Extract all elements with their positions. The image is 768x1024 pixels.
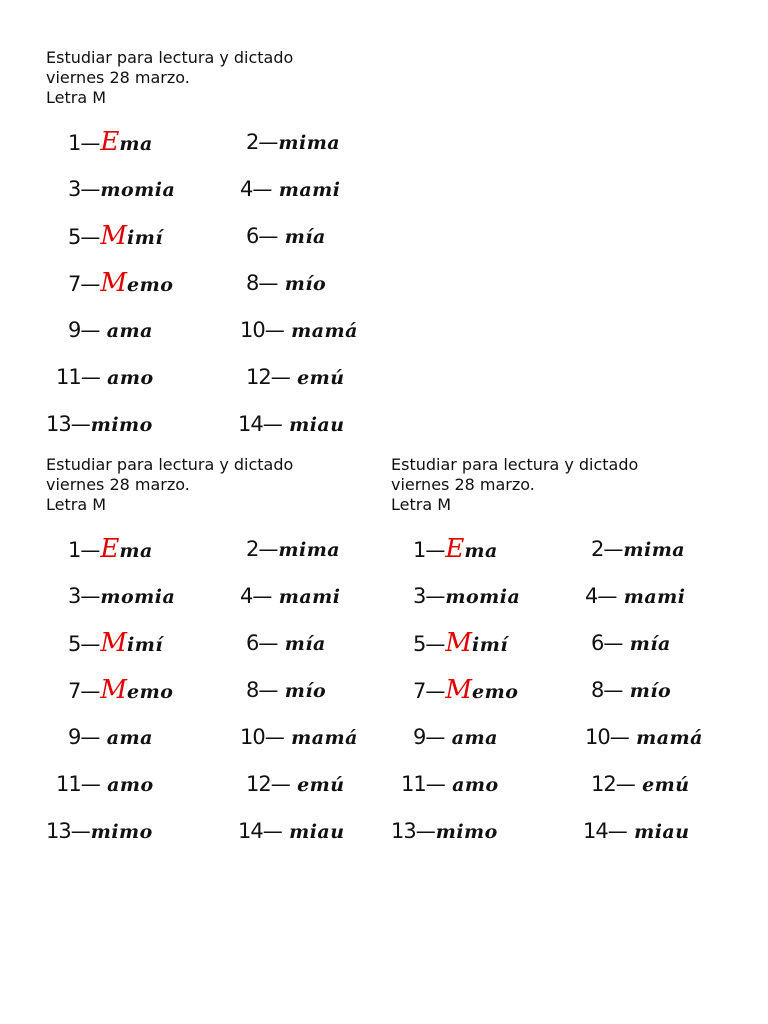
item-word: mío [284,680,327,702]
item-number: 13 [46,819,71,843]
item-dash: — [80,225,101,249]
item-word: mima [623,539,686,561]
item-number: 4 [585,584,598,608]
word-item-14 [238,815,345,847]
item-number: 5 [413,632,426,656]
item-number: 7 [413,679,426,703]
word-item-8 [591,674,671,706]
item-number: 4 [240,584,253,608]
item-word: mami [623,586,686,608]
word-item-4 [240,580,340,612]
item-number: 11 [56,772,81,796]
word-item-9 [413,721,498,753]
item-number: 13 [46,412,71,436]
item-dash: — [80,538,101,562]
item-word: imí [127,634,164,656]
item-word: imí [127,227,164,249]
word-item-5 [68,627,163,659]
item-dash: — [425,679,446,703]
item-dash: — [80,318,107,342]
item-dash: — [258,224,285,248]
item-dash: — [603,678,630,702]
word-item-13 [46,408,153,440]
item-dash: — [603,537,624,561]
header-line-letter: Letra M [46,495,107,514]
item-word: mami [278,586,341,608]
item-word: mimo [90,821,153,843]
word-item-13 [391,815,498,847]
item-word: miau [289,414,345,436]
item-number: 12 [246,365,271,389]
item-number: 9 [68,725,81,749]
word-item-8 [246,674,326,706]
item-dash: — [80,725,107,749]
item-word: emú [297,367,345,389]
item-number: 6 [246,224,259,248]
item-number: 7 [68,679,81,703]
item-dash: — [262,412,290,436]
item-word: mamá [291,727,358,749]
item-word: mía [629,633,671,655]
word-item-1 [68,126,153,158]
block-header [46,455,293,515]
item-dash: — [70,819,91,843]
word-item-9 [68,314,153,346]
item-word: emú [297,774,345,796]
word-item-3 [68,580,175,612]
item-capital-letter: M [445,675,472,705]
item-number: 1 [413,538,426,562]
item-capital-letter: E [100,127,120,157]
word-item-4 [240,173,340,205]
item-dash: — [425,584,446,608]
word-item-2 [246,126,340,158]
header-line-title: Estudiar para lectura y dictado [46,455,294,474]
word-item-1 [413,533,498,565]
item-dash: — [80,772,108,796]
item-number: 10 [585,725,610,749]
item-word: emú [642,774,690,796]
word-item-6 [246,627,326,659]
item-capital-letter: M [445,628,472,658]
item-word: mamá [291,320,358,342]
item-word: amo [452,774,499,796]
item-dash: — [80,632,101,656]
header-line-date: viernes 28 marzo. [46,68,190,87]
item-word: mía [284,226,326,248]
word-item-11 [56,361,154,393]
item-word: emo [127,681,174,703]
word-item-13 [46,815,153,847]
item-dash: — [425,725,452,749]
item-word: miau [634,821,690,843]
word-item-10 [240,314,358,346]
item-dash: — [258,537,279,561]
item-dash: — [425,632,446,656]
item-word: ma [464,540,498,562]
item-dash: — [258,631,285,655]
word-item-3 [413,580,520,612]
item-number: 5 [68,225,81,249]
header-line-title: Estudiar para lectura y dictado [46,48,294,67]
item-number: 4 [240,177,253,201]
item-dash: — [597,584,624,608]
header-line-date: viernes 28 marzo. [391,475,535,494]
word-item-12 [246,768,345,800]
word-item-2 [246,533,340,565]
item-word: mía [284,633,326,655]
item-dash: — [615,772,643,796]
item-number: 3 [413,584,426,608]
item-dash: — [425,772,453,796]
item-number: 3 [68,584,81,608]
word-item-8 [246,267,326,299]
item-word: mami [278,179,341,201]
item-capital-letter: M [100,675,127,705]
word-item-9 [68,721,153,753]
word-item-2 [591,533,685,565]
word-item-3 [68,173,175,205]
item-dash: — [258,678,285,702]
word-item-10 [240,721,358,753]
block-header [46,48,293,108]
item-number: 6 [246,631,259,655]
item-word: momia [100,179,176,201]
item-word: ama [451,727,498,749]
item-dash: — [264,318,292,342]
item-number: 5 [68,632,81,656]
item-capital-letter: M [100,628,127,658]
item-number: 12 [246,772,271,796]
word-item-14 [238,408,345,440]
item-number: 6 [591,631,604,655]
item-capital-letter: M [100,268,127,298]
item-word: mimo [435,821,498,843]
item-number: 8 [246,678,259,702]
item-number: 11 [401,772,426,796]
word-item-11 [56,768,154,800]
word-item-12 [591,768,690,800]
item-word: mima [278,132,341,154]
item-word: ama [106,727,153,749]
word-item-5 [68,220,163,252]
item-dash: — [264,725,292,749]
item-number: 14 [238,412,263,436]
item-dash: — [70,412,91,436]
word-item-14 [583,815,690,847]
word-item-7 [68,267,173,299]
item-word: miau [289,821,345,843]
item-word: emo [472,681,519,703]
item-dash: — [262,819,290,843]
item-number: 2 [591,537,604,561]
word-item-10 [585,721,703,753]
item-capital-letter: M [100,221,127,251]
item-number: 2 [246,130,259,154]
item-number: 8 [246,271,259,295]
word-item-11 [401,768,499,800]
word-item-4 [585,580,685,612]
item-dash: — [258,271,285,295]
item-word: emo [127,274,174,296]
item-word: mima [278,539,341,561]
item-word: momia [445,586,521,608]
item-word: ama [106,320,153,342]
item-number: 1 [68,131,81,155]
item-word: ma [119,540,153,562]
item-number: 10 [240,725,265,749]
item-number: 2 [246,537,259,561]
item-number: 12 [591,772,616,796]
item-number: 13 [391,819,416,843]
item-word: amo [107,367,154,389]
item-word: imí [472,634,509,656]
item-number: 9 [413,725,426,749]
block-header [391,455,638,515]
item-number: 14 [583,819,608,843]
item-number: 11 [56,365,81,389]
item-dash: — [270,365,298,389]
item-word: mimo [90,414,153,436]
item-number: 9 [68,318,81,342]
item-dash: — [609,725,637,749]
item-dash: — [258,130,279,154]
word-item-6 [591,627,671,659]
word-item-6 [246,220,326,252]
item-number: 3 [68,177,81,201]
header-line-title: Estudiar para lectura y dictado [391,455,639,474]
word-item-1 [68,533,153,565]
item-dash: — [252,177,279,201]
item-dash: — [270,772,298,796]
header-line-date: viernes 28 marzo. [46,475,190,494]
header-line-letter: Letra M [391,495,452,514]
word-item-7 [413,674,518,706]
item-number: 8 [591,678,604,702]
item-capital-letter: E [445,534,465,564]
item-capital-letter: E [100,534,120,564]
item-dash: — [80,584,101,608]
item-number: 1 [68,538,81,562]
word-item-5 [413,627,508,659]
item-dash: — [252,584,279,608]
item-number: 7 [68,272,81,296]
item-dash: — [80,272,101,296]
word-item-7 [68,674,173,706]
item-word: momia [100,586,176,608]
item-dash: — [425,538,446,562]
item-dash: — [415,819,436,843]
item-word: mío [629,680,672,702]
word-item-12 [246,361,345,393]
item-dash: — [80,131,101,155]
item-word: ma [119,133,153,155]
item-number: 14 [238,819,263,843]
item-dash: — [80,679,101,703]
item-word: amo [107,774,154,796]
item-word: mío [284,273,327,295]
item-dash: — [80,365,108,389]
item-dash: — [607,819,635,843]
item-dash: — [80,177,101,201]
item-number: 10 [240,318,265,342]
item-word: mamá [636,727,703,749]
item-dash: — [603,631,630,655]
header-line-letter: Letra M [46,88,107,107]
